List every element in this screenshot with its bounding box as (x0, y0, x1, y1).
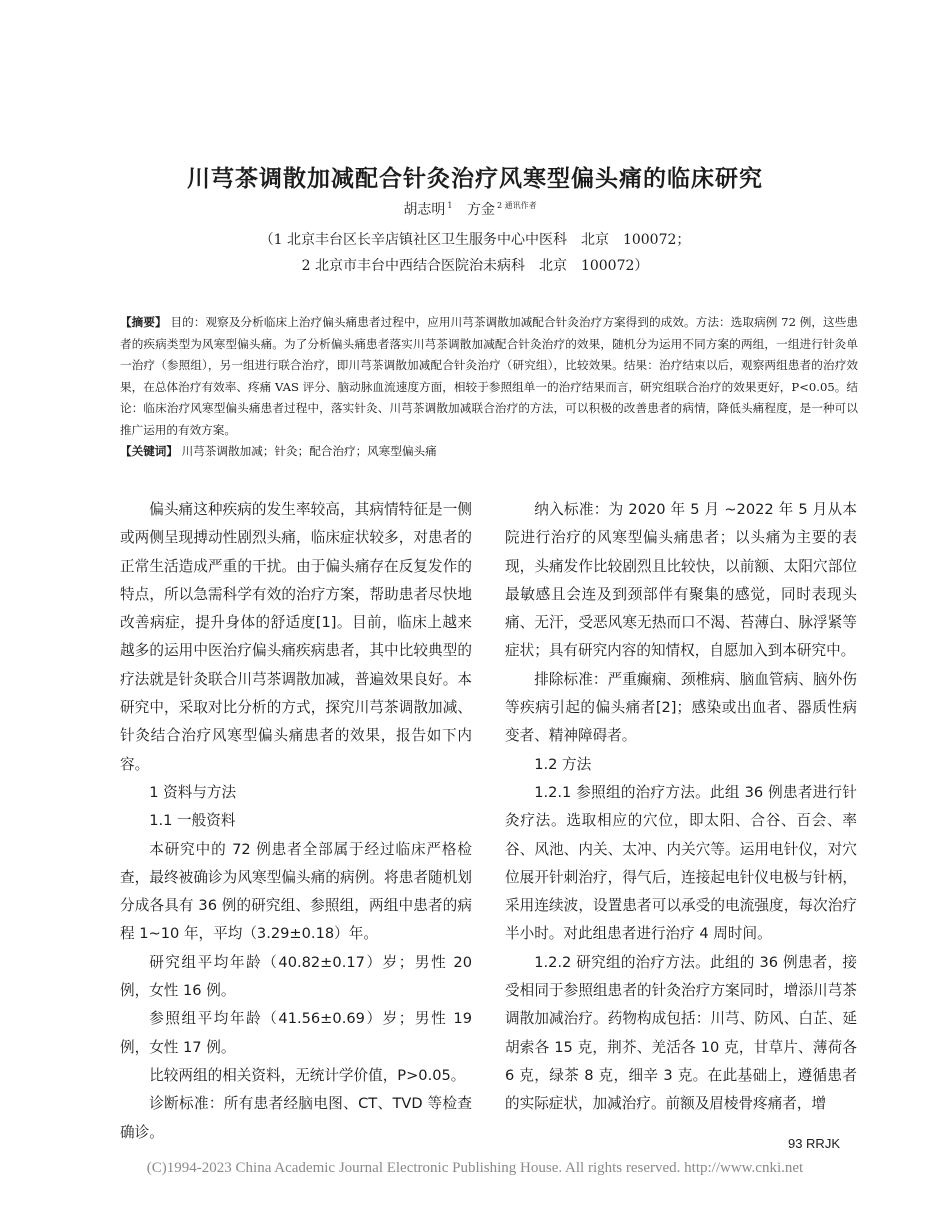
abstract (120, 312, 858, 442)
affiliation-1: （1 北京丰台区长辛店镇社区卫生服务中心中医科 北京 100072； (259, 232, 691, 248)
author-name: 胡志明 (403, 202, 446, 218)
author-line (0, 199, 950, 219)
body-paragraph: 参照组平均年龄（41.56±0.69）岁；男性 19 例，女性 17 例。 (120, 1010, 472, 1056)
body-paragraph: 比较两组的相关资料，无统计学价值，P>0.05。 (149, 1066, 466, 1084)
body-paragraph: 本研究中的 72 例患者全部属于经过临床严格检查，最终被确诊为风寒型偏头痛的病例。将患者随机划分成各具有 36 例的研究组、参照组，两组中患者的病程 1~10 年，平均（3.29±0.18）年。 (120, 840, 472, 943)
article-title: 川芎茶调散加减配合针灸治疗风寒型偏头痛的临床研究 (187, 166, 763, 192)
body-paragraph: 1.2.1 参照组的治疗方法。此组 36 例患者进行针灸疗法。选取相应的穴位，即太阳、合谷、百会、率谷、风池、内关、太冲、内关穴等。运用电针仪，对穴位展开针刺治疗，得气后，连接起电针仪电极与针柄，采用连续波，设置患者可以承受的电流强度，每次治疗半小时。对此组患者进行治疗 4 周时间。 (505, 783, 857, 943)
affiliation-2: 2 北京市丰台中西结合医院治未病科 北京 100072） (301, 258, 649, 274)
copyright-footer: (C)1994-2023 China Academic Journal Electronic Publishing House. All rights reserved. http://www.cnki.net (146, 1160, 804, 1176)
author-name: 方金 (466, 202, 495, 218)
author-sup: 1 (447, 201, 453, 211)
keywords-text: 川芎茶调散加减；针灸；配合治疗；风寒型偏头痛 (181, 444, 437, 458)
body-paragraph: 1.2.2 研究组的治疗方法。此组的 36 例患者，接受相同于参照组患者的针灸治疗方案同时，增添川芎茶调散加减治疗。药物构成包括：川芎、防风、白芷、延胡索各 15 克，荆芥、羌活各 10 克，甘草片、薄荷各 6 克，绿茶 8 克，细辛 3 克。在此基础上，遵循患者的实际症状，加减治疗。前额及眉棱骨疼痛者，增 (505, 953, 857, 1113)
body-paragraph: 研究组平均年龄（40.82±0.17）岁；男性 20 例，女性 16 例。 (120, 953, 472, 1000)
body-paragraph: 排除标准：严重癫痫、颈椎病、脑血管病、脑外伤等疾病引起的偏头痛者[2]；感染或出血者、器质性病变者、精神障碍者。 (505, 670, 857, 745)
keywords-label: 【关键词】 (120, 444, 178, 458)
section-heading: 1 资料与方法 (149, 783, 237, 801)
keywords (120, 441, 858, 463)
abstract-label: 【摘要】 (120, 315, 167, 329)
body-paragraph: 纳入标准：为 2020 年 5 月 ~2022 年 5 月从本院进行治疗的风寒型偏头痛患者；以头痛为主要的表现，头痛发作比较剧烈且比较快，以前额、太阳穴部位最敏感且会连及到颈部伴有聚集的感觉，同时表现头痛、无汗，受恶风寒无热而口不渴、苔薄白、脉浮紧等症状；具有研究内容的知情权，自愿加入到本研究中。 (505, 501, 857, 660)
author-sup: 2 通讯作者 (496, 201, 537, 211)
subsection-heading: 1.2 方法 (534, 755, 592, 773)
subsection-heading: 1.1 一般资料 (149, 812, 236, 830)
right-column (505, 496, 857, 1119)
intro-paragraph: 偏头痛这种疾病的发生率较高，其病情特征是一侧或两侧呈现搏动性剧烈头痛，临床症状较多，对患者的正常生活造成严重的干扰。由于偏头痛存在反复发作的特点，所以急需科学有效的治疗方案，帮助患者尽快地改善病症，提升身体的舒适度[1]。目前，临床上越来越多的运用中医治疗偏头痛疾病患者，其中比较典型的疗法就是针灸联合川芎茶调散加减，普遍效果良好。本研究中，采取对比分析的方式，探究川芎茶调散加减、针灸结合治疗风寒型偏头痛患者的效果，报告如下内容。 (120, 501, 472, 773)
left-column (120, 496, 472, 1147)
body-paragraph: 诊断标准：所有患者经脑电图、CT、TVD 等检查确诊。 (120, 1095, 472, 1141)
page-number: 93 RRJK (787, 1136, 840, 1151)
abstract-text: 目的：观察及分析临床上治疗偏头痛患者过程中，应用川芎茶调散加减配合针灸治疗方案得到的成效。方法：选取病例 72 例，这些患者的疾病类型为风寒型偏头痛。为了分析偏头痛患者落实川芎茶调散加减配合针灸治疗的效果，随机分为运用不同方案的两组，一组进行针灸单一治疗（参照组），另一组进行联合治疗，即川芎茶调散加减配合针灸治疗（研究组），比较效果。结果：治疗结束以后，观察两组患者的治疗效果，在总体治疗有效率、疼痛 VAS 评分、脑动脉血流速度方面，相较于参照组单一的治疗结果而言，研究组联合治疗的效果更好，P<0.05。结论：临床治疗风寒型偏头痛患者过程中，落实针灸、川芎茶调散加减联合治疗的方法，可以积极的改善患者的病情，降低头痛程度，是一种可以推广运用的有效方案。 (120, 315, 858, 437)
